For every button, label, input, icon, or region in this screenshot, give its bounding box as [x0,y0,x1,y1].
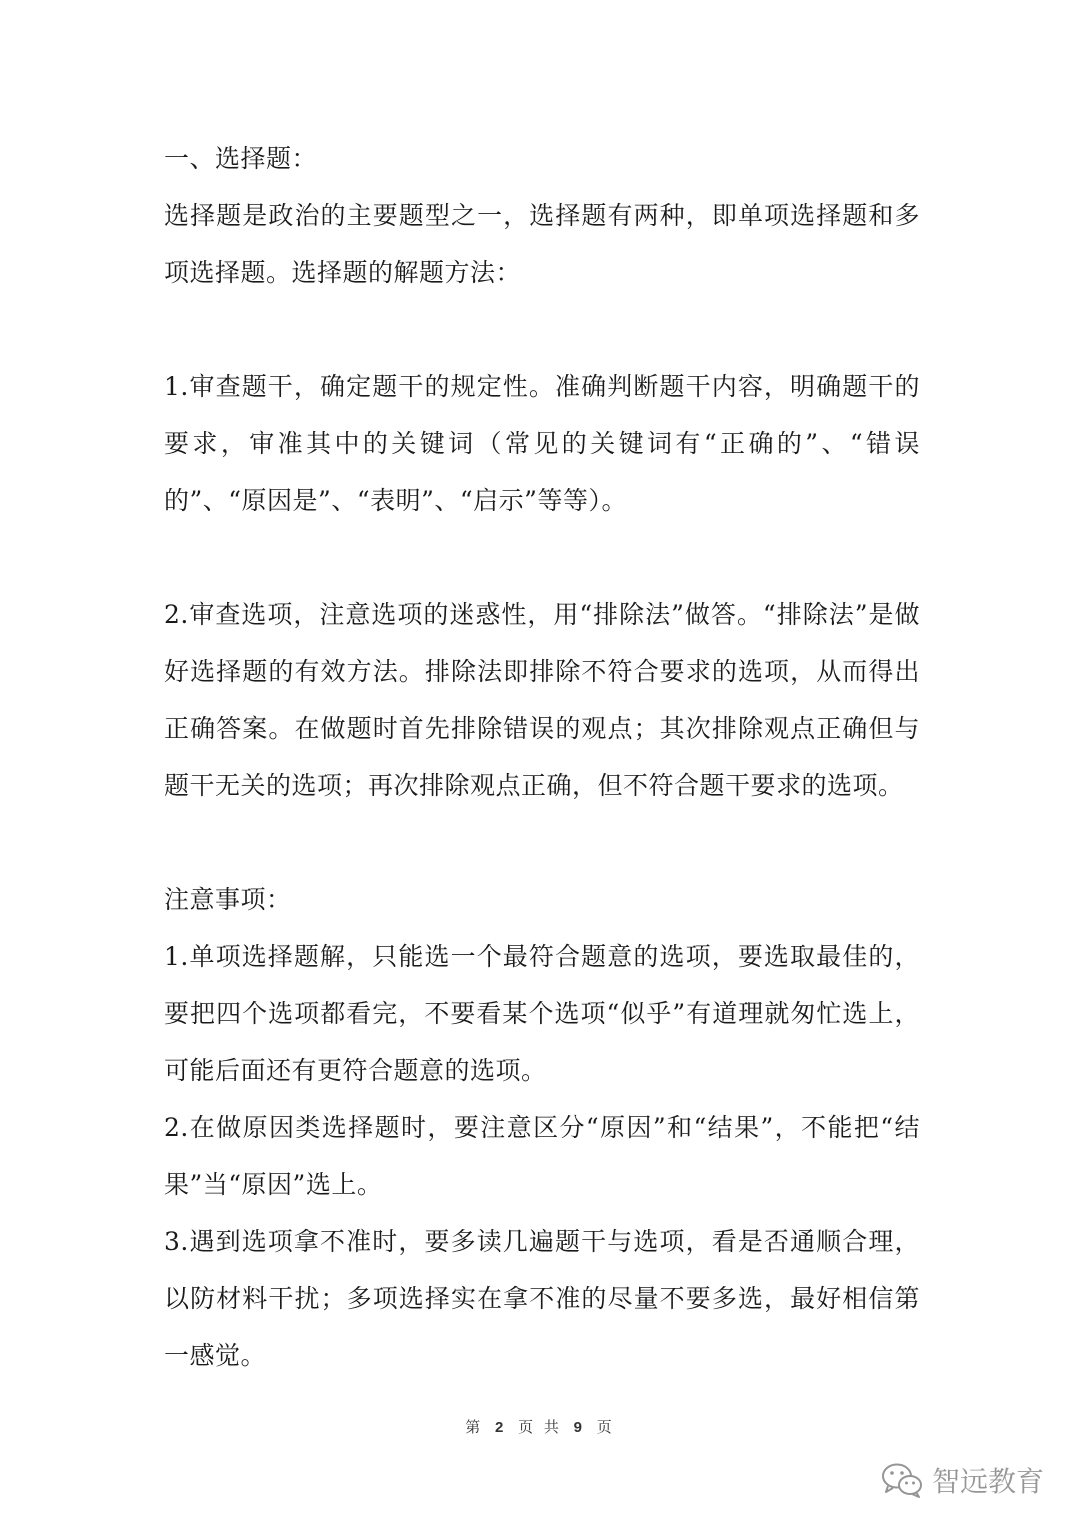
spacer [164,529,920,586]
section-title: 一、选择题： [164,144,318,173]
spacer [164,301,920,358]
step-1-paragraph: 1.审查题干，确定题干的规定性。准确判断题干内容，明确题干的要求，审准其中的关键词（常见的关键词有“正确的”、“错误的”、“原因是”、“表明”、“启示”等等）。 [164,372,920,515]
note-item: 2.在做原因类选择题时，要注意区分“原因”和“结果”，不能把“结果”当“原因”选上。 [164,1113,920,1199]
page-number [0,1416,1080,1437]
watermark [880,1458,1044,1502]
page-prefix: 第 [465,1418,484,1436]
total-pages: 9 [573,1419,586,1436]
intro-paragraph: 选择题是政治的主要题型之一，选择题有两种，即单项选择题和多项选择题。选择题的解题方法： [164,201,920,287]
spacer [164,814,920,871]
page-suffix: 页 [596,1418,615,1436]
watermark-text: 智远教育 [931,1465,1044,1498]
document-body [164,130,920,1384]
page-middle: 页 共 [518,1418,562,1436]
wechat-icon [880,1461,924,1499]
current-page: 2 [494,1419,507,1436]
note-item: 3.遇到选项拿不准时，要多读几遍题干与选项，看是否通顺合理，以防材料干扰；多项选择实在拿不准的尽量不要多选，最好相信第一感觉。 [164,1227,920,1370]
notes-title: 注意事项： [164,885,292,914]
step-2-paragraph: 2.审查选项，注意选项的迷惑性，用“排除法”做答。“排除法”是做好选择题的有效方法。排除法即排除不符合要求的选项，从而得出正确答案。在做题时首先排除错误的观点；其次排除观点正确但与题干无关的选项；再次排除观点正确，但不符合题干要求的选项。 [164,600,920,800]
note-item: 1.单项选择题解，只能选一个最符合题意的选项，要选取最佳的，要把四个选项都看完，不要看某个选项“似乎”有道理就匆忙选上，可能后面还有更符合题意的选项。 [164,942,920,1085]
